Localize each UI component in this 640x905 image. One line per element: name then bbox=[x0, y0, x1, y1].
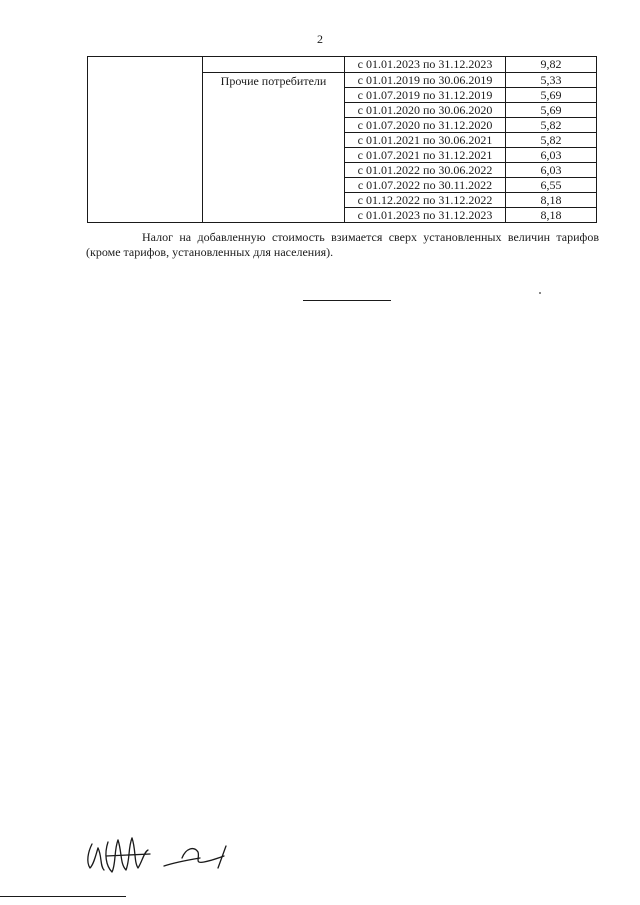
value-cell: 5,82 bbox=[506, 118, 597, 133]
period-cell: с 01.07.2021 по 31.12.2021 bbox=[345, 148, 506, 163]
value-cell: 8,18 bbox=[506, 193, 597, 208]
value-cell: 5,33 bbox=[506, 73, 597, 88]
value-cell: 5,69 bbox=[506, 103, 597, 118]
tariff-table bbox=[87, 56, 597, 223]
value-cell: 6,03 bbox=[506, 163, 597, 178]
tax-note: Налог на добавленную стоимость взимается сверх установленных величин тарифов (кроме тарифов, установленных для населения). bbox=[86, 230, 599, 259]
value-cell: 5,69 bbox=[506, 88, 597, 103]
period-cell: с 01.07.2020 по 31.12.2020 bbox=[345, 118, 506, 133]
period-cell: с 01.12.2022 по 31.12.2022 bbox=[345, 193, 506, 208]
period-cell: с 01.01.2023 по 31.12.2023 bbox=[345, 57, 506, 73]
empty-category-cell bbox=[88, 57, 203, 223]
value-cell: 6,03 bbox=[506, 148, 597, 163]
period-cell: с 01.01.2020 по 30.06.2020 bbox=[345, 103, 506, 118]
footer-rule bbox=[0, 896, 126, 897]
period-cell: с 01.01.2019 по 30.06.2019 bbox=[345, 73, 506, 88]
period-cell: с 01.07.2022 по 30.11.2022 bbox=[345, 178, 506, 193]
period-cell: с 01.01.2023 по 31.12.2023 bbox=[345, 208, 506, 223]
scan-mark bbox=[539, 292, 541, 294]
value-cell: 6,55 bbox=[506, 178, 597, 193]
empty-group-cell bbox=[203, 57, 345, 73]
value-cell: 9,82 bbox=[506, 57, 597, 73]
value-cell: 8,18 bbox=[506, 208, 597, 223]
value-cell: 5,82 bbox=[506, 133, 597, 148]
period-cell: с 01.01.2021 по 30.06.2021 bbox=[345, 133, 506, 148]
period-cell: с 01.01.2022 по 30.06.2022 bbox=[345, 163, 506, 178]
handwritten-signature bbox=[78, 830, 248, 880]
page-number: 2 bbox=[317, 32, 323, 46]
table-row bbox=[88, 57, 597, 73]
consumer-group-cell: Прочие потребители bbox=[203, 73, 345, 223]
closing-rule bbox=[303, 300, 391, 301]
period-cell: с 01.07.2019 по 31.12.2019 bbox=[345, 88, 506, 103]
